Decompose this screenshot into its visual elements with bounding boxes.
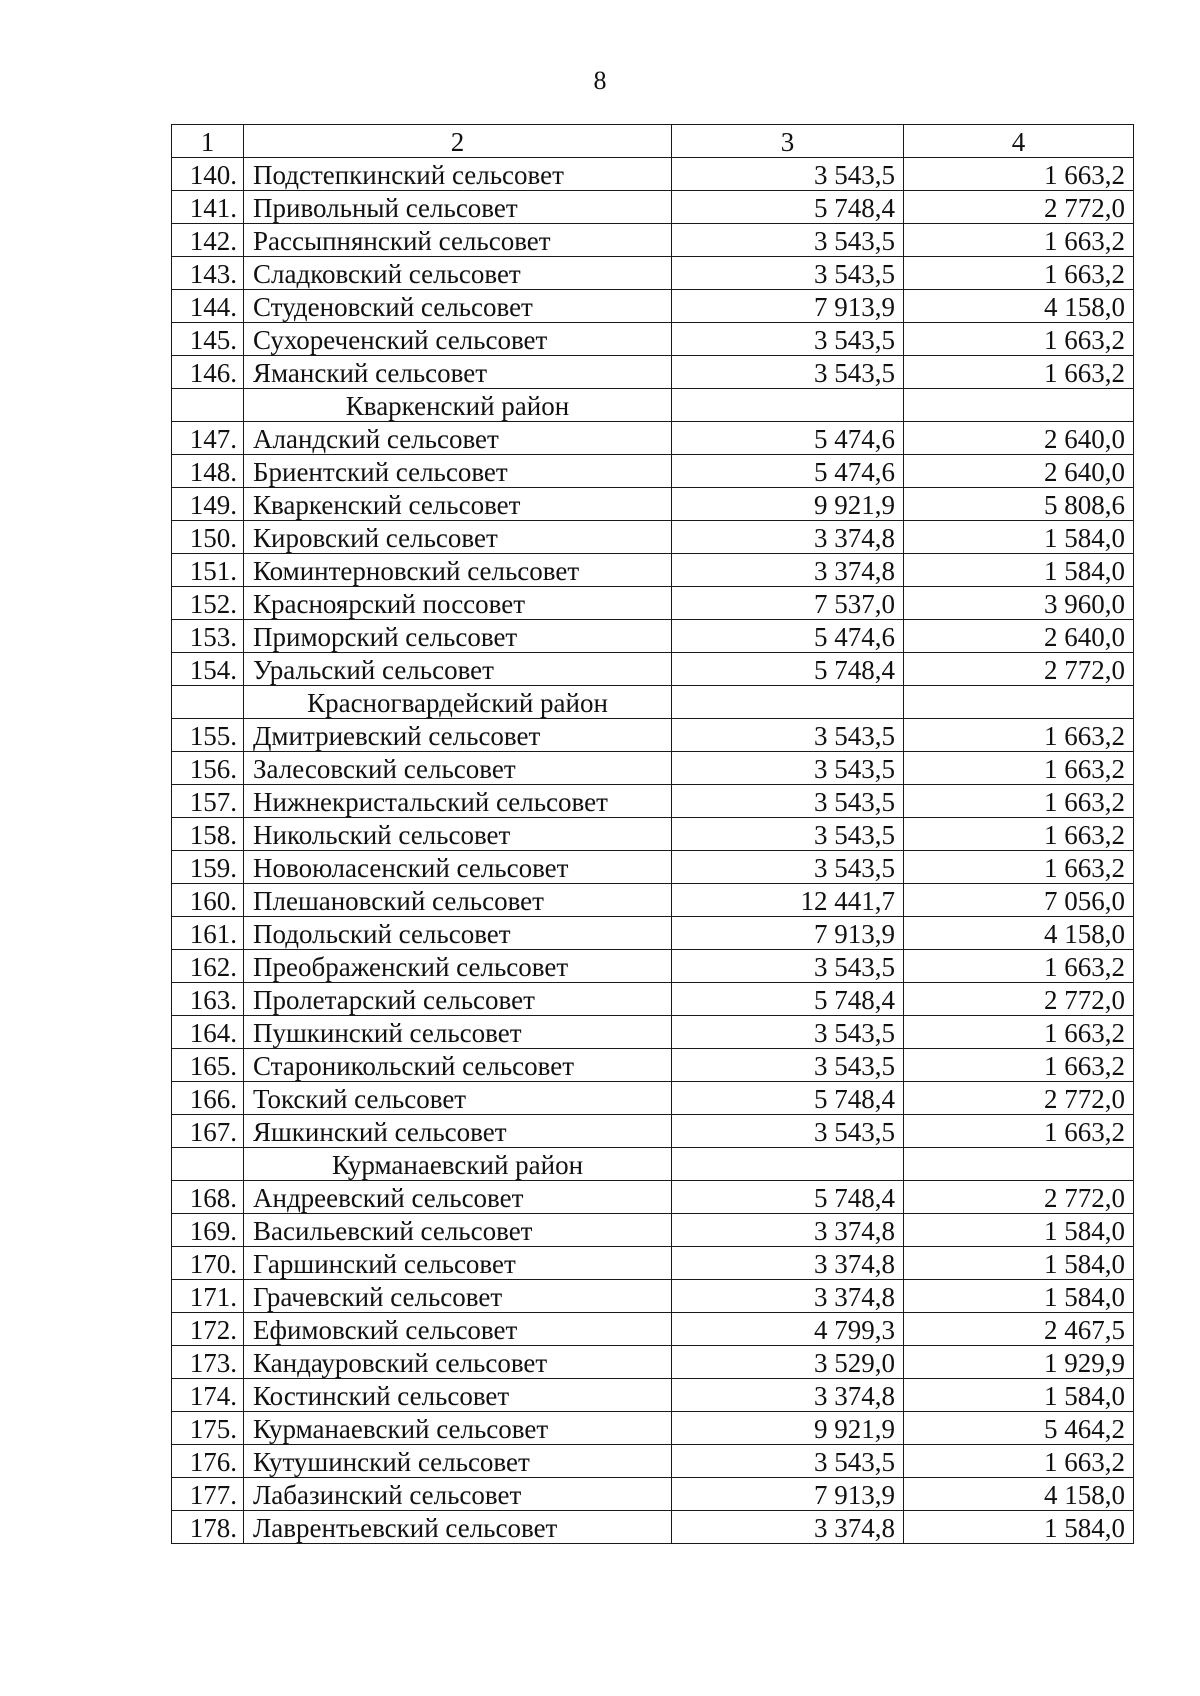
table-row	[172, 1247, 1134, 1280]
col4-value: 2 640,0	[904, 620, 1134, 653]
district-num-cell	[172, 389, 244, 422]
col4-value: 2 640,0	[904, 455, 1134, 488]
district-num-cell	[172, 686, 244, 719]
settlement-name: Ефимовский сельсовет	[244, 1313, 672, 1346]
col3-value: 12 441,7	[672, 884, 904, 917]
table-row	[172, 422, 1134, 455]
district-num-cell	[172, 1148, 244, 1181]
col4-value: 1 663,2	[904, 818, 1134, 851]
table-row	[172, 158, 1134, 191]
col3-value: 5 474,6	[672, 455, 904, 488]
table-row	[172, 917, 1134, 950]
col3-value: 5 748,4	[672, 1082, 904, 1115]
row-number: 145.	[172, 323, 244, 356]
table-body	[172, 125, 1134, 1544]
settlement-name: Андреевский сельсовет	[244, 1181, 672, 1214]
row-number: 155.	[172, 719, 244, 752]
col3-value: 3 543,5	[672, 785, 904, 818]
settlement-name: Сухореченский сельсовет	[244, 323, 672, 356]
settlement-name: Сладковский сельсовет	[244, 257, 672, 290]
table-row	[172, 455, 1134, 488]
settlement-name: Аландский сельсовет	[244, 422, 672, 455]
settlement-name: Нижнекристальский сельсовет	[244, 785, 672, 818]
col3-value: 7 537,0	[672, 587, 904, 620]
district-col3-cell	[672, 389, 904, 422]
settlement-name: Пролетарский сельсовет	[244, 983, 672, 1016]
table-row	[172, 488, 1134, 521]
col4-value: 2 640,0	[904, 422, 1134, 455]
settlement-name: Кваркенский сельсовет	[244, 488, 672, 521]
table-row	[172, 950, 1134, 983]
col4-value: 3 960,0	[904, 587, 1134, 620]
row-number: 163.	[172, 983, 244, 1016]
table-header-row	[172, 125, 1134, 158]
row-number: 153.	[172, 620, 244, 653]
settlement-name: Никольский сельсовет	[244, 818, 672, 851]
col3-value: 3 374,8	[672, 521, 904, 554]
settlement-name: Преображенский сельсовет	[244, 950, 672, 983]
row-number: 173.	[172, 1346, 244, 1379]
allocation-table	[171, 124, 1134, 1544]
district-col3-cell	[672, 686, 904, 719]
col4-value: 2 772,0	[904, 653, 1134, 686]
col4-value: 1 584,0	[904, 1214, 1134, 1247]
district-row	[172, 1148, 1134, 1181]
row-number: 158.	[172, 818, 244, 851]
settlement-name: Кировский сельсовет	[244, 521, 672, 554]
col3-value: 3 543,5	[672, 1115, 904, 1148]
col3-value: 3 543,5	[672, 752, 904, 785]
row-number: 177.	[172, 1478, 244, 1511]
settlement-name: Кутушинский сельсовет	[244, 1445, 672, 1478]
table-row	[172, 1049, 1134, 1082]
col4-value: 2 772,0	[904, 1082, 1134, 1115]
col3-value: 3 374,8	[672, 1247, 904, 1280]
settlement-name: Кандауровский сельсовет	[244, 1346, 672, 1379]
row-number: 140.	[172, 158, 244, 191]
table-row	[172, 1478, 1134, 1511]
col4-value: 1 584,0	[904, 1511, 1134, 1544]
settlement-name: Лаврентьевский сельсовет	[244, 1511, 672, 1544]
col4-value: 1 663,2	[904, 1016, 1134, 1049]
col3-value: 3 543,5	[672, 356, 904, 389]
row-number: 176.	[172, 1445, 244, 1478]
row-number: 167.	[172, 1115, 244, 1148]
col4-value: 5 464,2	[904, 1412, 1134, 1445]
table-row	[172, 587, 1134, 620]
settlement-name: Рассыпнянский сельсовет	[244, 224, 672, 257]
table-row	[172, 1313, 1134, 1346]
col4-value: 4 158,0	[904, 1478, 1134, 1511]
col3-value: 5 748,4	[672, 1181, 904, 1214]
row-number: 148.	[172, 455, 244, 488]
table-row	[172, 1115, 1134, 1148]
settlement-name: Приморский сельсовет	[244, 620, 672, 653]
col3-value: 9 921,9	[672, 1412, 904, 1445]
col4-value: 1 663,2	[904, 158, 1134, 191]
table-row	[172, 191, 1134, 224]
settlement-name: Коминтерновский сельсовет	[244, 554, 672, 587]
table-row	[172, 1181, 1134, 1214]
col4-value: 1 584,0	[904, 1280, 1134, 1313]
district-col4-cell	[904, 389, 1134, 422]
row-number: 166.	[172, 1082, 244, 1115]
settlement-name: Токский сельсовет	[244, 1082, 672, 1115]
row-number: 174.	[172, 1379, 244, 1412]
table-row	[172, 257, 1134, 290]
header-col-4: 4	[904, 125, 1134, 158]
col4-value: 7 056,0	[904, 884, 1134, 917]
row-number: 149.	[172, 488, 244, 521]
settlement-name: Плешановский сельсовет	[244, 884, 672, 917]
col3-value: 5 748,4	[672, 191, 904, 224]
settlement-name: Курманаевский сельсовет	[244, 1412, 672, 1445]
header-col-3: 3	[672, 125, 904, 158]
row-number: 157.	[172, 785, 244, 818]
table-row	[172, 752, 1134, 785]
col3-value: 3 543,5	[672, 950, 904, 983]
settlement-name: Костинский сельсовет	[244, 1379, 672, 1412]
col3-value: 5 748,4	[672, 653, 904, 686]
col4-value: 1 663,2	[904, 257, 1134, 290]
col3-value: 3 374,8	[672, 1280, 904, 1313]
row-number: 151.	[172, 554, 244, 587]
row-number: 172.	[172, 1313, 244, 1346]
col4-value: 1 663,2	[904, 1445, 1134, 1478]
col4-value: 1 663,2	[904, 356, 1134, 389]
col3-value: 3 543,5	[672, 323, 904, 356]
col4-value: 2 467,5	[904, 1313, 1134, 1346]
col4-value: 2 772,0	[904, 1181, 1134, 1214]
col3-value: 5 474,6	[672, 620, 904, 653]
row-number: 171.	[172, 1280, 244, 1313]
settlement-name: Пушкинский сельсовет	[244, 1016, 672, 1049]
settlement-name: Подстепкинский сельсовет	[244, 158, 672, 191]
row-number: 142.	[172, 224, 244, 257]
col3-value: 4 799,3	[672, 1313, 904, 1346]
table-row	[172, 818, 1134, 851]
settlement-name: Уральский сельсовет	[244, 653, 672, 686]
district-row	[172, 389, 1134, 422]
row-number: 169.	[172, 1214, 244, 1247]
settlement-name: Привольный сельсовет	[244, 191, 672, 224]
row-number: 162.	[172, 950, 244, 983]
settlement-name: Грачевский сельсовет	[244, 1280, 672, 1313]
row-number: 159.	[172, 851, 244, 884]
col4-value: 5 808,6	[904, 488, 1134, 521]
table-row	[172, 1412, 1134, 1445]
district-col3-cell	[672, 1148, 904, 1181]
col3-value: 5 474,6	[672, 422, 904, 455]
header-col-1: 1	[172, 125, 244, 158]
row-number: 161.	[172, 917, 244, 950]
col4-value: 1 663,2	[904, 224, 1134, 257]
col3-value: 3 543,5	[672, 1049, 904, 1082]
table-row	[172, 521, 1134, 554]
row-number: 150.	[172, 521, 244, 554]
settlement-name: Яшкинский сельсовет	[244, 1115, 672, 1148]
col4-value: 1 663,2	[904, 785, 1134, 818]
table-row	[172, 356, 1134, 389]
row-number: 152.	[172, 587, 244, 620]
col3-value: 7 913,9	[672, 1478, 904, 1511]
table-row	[172, 653, 1134, 686]
col3-value: 3 543,5	[672, 818, 904, 851]
table-row	[172, 785, 1134, 818]
row-number: 143.	[172, 257, 244, 290]
table-row	[172, 851, 1134, 884]
row-number: 156.	[172, 752, 244, 785]
col3-value: 3 543,5	[672, 851, 904, 884]
col4-value: 1 663,2	[904, 719, 1134, 752]
col4-value: 1 663,2	[904, 323, 1134, 356]
col4-value: 1 663,2	[904, 1115, 1134, 1148]
row-number: 160.	[172, 884, 244, 917]
table-row	[172, 1214, 1134, 1247]
row-number: 141.	[172, 191, 244, 224]
row-number: 144.	[172, 290, 244, 323]
row-number: 147.	[172, 422, 244, 455]
settlement-name: Гаршинский сельсовет	[244, 1247, 672, 1280]
col4-value: 1 584,0	[904, 1379, 1134, 1412]
row-number: 165.	[172, 1049, 244, 1082]
settlement-name: Васильевский сельсовет	[244, 1214, 672, 1247]
district-heading: Красногвардейский район	[244, 686, 672, 719]
row-number: 146.	[172, 356, 244, 389]
table-row	[172, 1082, 1134, 1115]
settlement-name: Студеновский сельсовет	[244, 290, 672, 323]
col3-value: 3 543,5	[672, 1016, 904, 1049]
page-number: 8	[593, 66, 607, 95]
table-row	[172, 1280, 1134, 1313]
district-heading: Кваркенский район	[244, 389, 672, 422]
table-row	[172, 323, 1134, 356]
settlement-name: Староникольский сельсовет	[244, 1049, 672, 1082]
col3-value: 3 543,5	[672, 1445, 904, 1478]
settlement-name: Яманский сельсовет	[244, 356, 672, 389]
table-row	[172, 620, 1134, 653]
district-col4-cell	[904, 1148, 1134, 1181]
table-row	[172, 1511, 1134, 1544]
row-number: 164.	[172, 1016, 244, 1049]
col3-value: 7 913,9	[672, 290, 904, 323]
table-row	[172, 224, 1134, 257]
district-heading: Курманаевский район	[244, 1148, 672, 1181]
col4-value: 1 663,2	[904, 950, 1134, 983]
col4-value: 1 584,0	[904, 521, 1134, 554]
col4-value: 1 929,9	[904, 1346, 1134, 1379]
row-number: 170.	[172, 1247, 244, 1280]
row-number: 175.	[172, 1412, 244, 1445]
col4-value: 1 584,0	[904, 554, 1134, 587]
table-row	[172, 554, 1134, 587]
settlement-name: Подольский сельсовет	[244, 917, 672, 950]
settlement-name: Дмитриевский сельсовет	[244, 719, 672, 752]
row-number: 178.	[172, 1511, 244, 1544]
settlement-name: Бриентский сельсовет	[244, 455, 672, 488]
table-row	[172, 290, 1134, 323]
col3-value: 3 543,5	[672, 158, 904, 191]
table-row	[172, 1445, 1134, 1478]
col4-value: 2 772,0	[904, 983, 1134, 1016]
col4-value: 1 584,0	[904, 1247, 1134, 1280]
col3-value: 3 543,5	[672, 257, 904, 290]
col4-value: 4 158,0	[904, 917, 1134, 950]
col4-value: 1 663,2	[904, 851, 1134, 884]
col3-value: 3 374,8	[672, 554, 904, 587]
col3-value: 3 374,8	[672, 1511, 904, 1544]
table-row	[172, 884, 1134, 917]
col3-value: 3 543,5	[672, 224, 904, 257]
col4-value: 1 663,2	[904, 1049, 1134, 1082]
col4-value: 1 663,2	[904, 752, 1134, 785]
settlement-name: Новоюласенский сельсовет	[244, 851, 672, 884]
table-row	[172, 1379, 1134, 1412]
table-row	[172, 1346, 1134, 1379]
col3-value: 5 748,4	[672, 983, 904, 1016]
col3-value: 9 921,9	[672, 488, 904, 521]
table-row	[172, 1016, 1134, 1049]
col3-value: 3 374,8	[672, 1214, 904, 1247]
col3-value: 3 374,8	[672, 1379, 904, 1412]
settlement-name: Красноярский поссовет	[244, 587, 672, 620]
table-row	[172, 719, 1134, 752]
table-row	[172, 983, 1134, 1016]
header-col-2: 2	[244, 125, 672, 158]
row-number: 154.	[172, 653, 244, 686]
col3-value: 3 543,5	[672, 719, 904, 752]
col3-value: 7 913,9	[672, 917, 904, 950]
row-number: 168.	[172, 1181, 244, 1214]
district-row	[172, 686, 1134, 719]
col4-value: 2 772,0	[904, 191, 1134, 224]
col4-value: 4 158,0	[904, 290, 1134, 323]
settlement-name: Лабазинский сельсовет	[244, 1478, 672, 1511]
district-col4-cell	[904, 686, 1134, 719]
col3-value: 3 529,0	[672, 1346, 904, 1379]
settlement-name: Залесовский сельсовет	[244, 752, 672, 785]
